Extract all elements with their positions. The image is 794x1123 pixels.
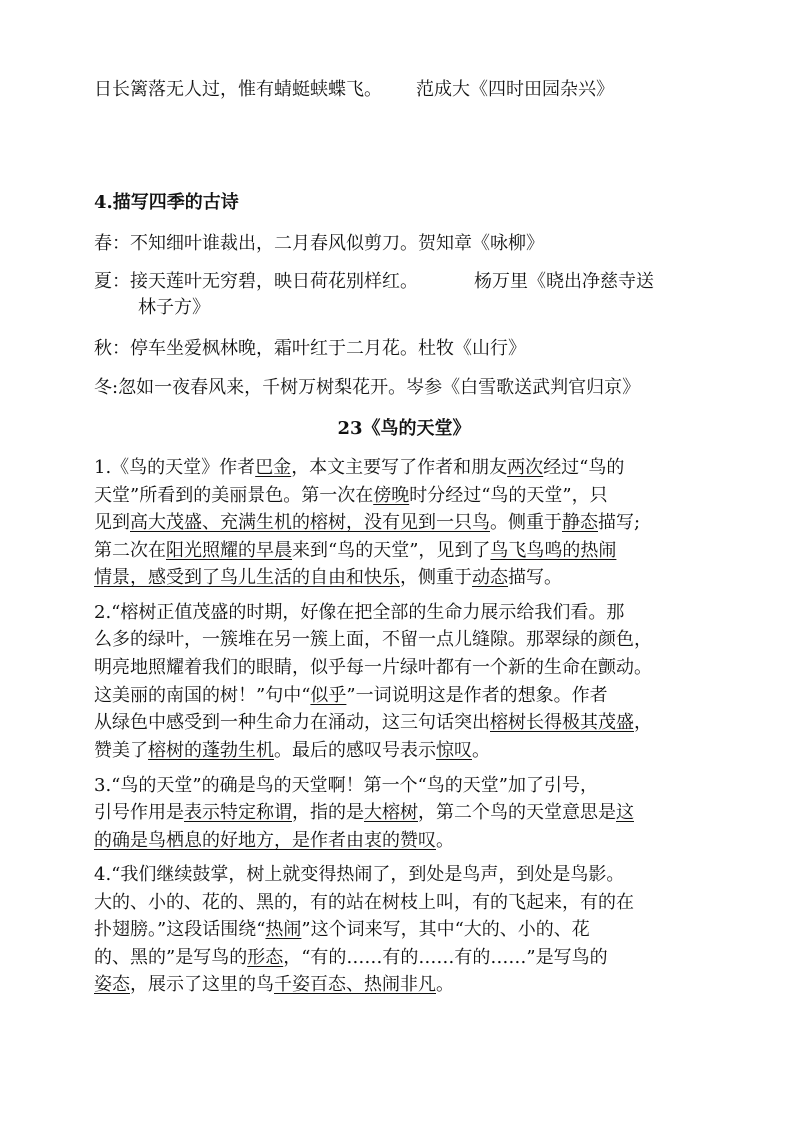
text: ， — [634, 712, 652, 733]
summer-label: 夏： — [94, 271, 130, 292]
winter-label: 冬: — [94, 377, 119, 398]
answer: 姿态 — [94, 974, 130, 995]
poem-source: 范成大《四时田园杂兴》 — [416, 79, 614, 100]
poem-line — [94, 78, 714, 102]
text: 。 — [472, 740, 490, 761]
answer: 似乎 — [310, 685, 347, 706]
answer: 高大茂盛、充满生机的榕树，没有见到一只鸟 — [130, 512, 490, 533]
text: 第二次在 — [94, 540, 166, 561]
answer: 动态 — [472, 567, 508, 588]
answer: 情景，感受到了鸟儿生活的自由和快乐 — [94, 567, 400, 588]
text: 来到“鸟的天堂”，见到了 — [292, 540, 491, 561]
text: ，展示了这里的鸟 — [130, 974, 274, 995]
spring-text: 不知细叶谁裁出，二月春风似剪刀。贺知章《咏柳》 — [130, 233, 544, 254]
text: 。 — [436, 974, 454, 995]
text: 时分经过“鸟的天堂”，只 — [409, 485, 608, 506]
answer: 千姿百态、热闹非凡 — [274, 974, 436, 995]
text: ”一词说明这是作者的想象。作者 — [346, 685, 608, 706]
answer: 阳光照耀的早晨 — [166, 540, 292, 561]
text: ，第二个鸟的天堂意思是 — [418, 802, 616, 823]
autumn-line — [94, 337, 714, 361]
text: 的、黑的”是写鸟的 — [94, 947, 248, 968]
winter-text: 忽如一夜春风来，千树万树梨花开。岑参《白雪歌送武判官归京》 — [118, 377, 641, 398]
answer: 榕树的蓬勃生机 — [148, 740, 274, 761]
q1-line — [94, 456, 714, 480]
q2-line: 么多的绿叶，一簇堆在另一簇上面，不留一点儿缝隙。那翠绿的颜色， — [94, 629, 652, 650]
answer: 形态 — [247, 947, 284, 968]
section-heading: 4.描写四季的古诗 — [94, 192, 239, 213]
lesson-title: 23《鸟的天堂》 — [337, 418, 471, 439]
answer: 表示特定称谓 — [184, 802, 292, 823]
q1-line — [94, 539, 714, 563]
q4-line — [94, 946, 714, 970]
q4-line — [94, 918, 714, 942]
answer: 大榕树 — [364, 802, 418, 823]
text: 赞美了 — [94, 740, 148, 761]
answer: 鸟飞鸟鸣的热闹 — [490, 540, 617, 561]
q1-line — [94, 511, 714, 535]
q3-line — [94, 801, 714, 825]
spring-line — [94, 232, 714, 256]
q3-line: 3.“鸟的天堂”的确是鸟的天堂啊！第一个“鸟的天堂”加了引号， — [94, 775, 598, 796]
q3-line — [94, 829, 714, 853]
text: 经过“鸟的 — [543, 457, 625, 478]
answer: 惊叹 — [436, 740, 472, 761]
text: 1.《鸟的天堂》作者 — [94, 457, 256, 478]
text: 描写; — [598, 512, 641, 533]
text: 这美丽的南国的树！”句中“ — [94, 685, 311, 706]
q2-line — [94, 711, 714, 735]
summer-source: 杨万里《晓出净慈寺送 — [474, 271, 654, 292]
text: 天堂”所看到的美丽景色。第一次在 — [94, 485, 374, 506]
answer: 榕树长得极其茂盛 — [490, 712, 634, 733]
answer: 热闹 — [265, 919, 302, 940]
text: ，指的是 — [292, 802, 364, 823]
poem-text: 日长篱落无人过，惟有蜻蜓蛱蝶飞。 — [94, 79, 382, 100]
q2-line — [94, 684, 714, 708]
summer-source-cont: 林子方》 — [138, 297, 210, 318]
q1-line — [94, 566, 714, 590]
q2-line: 2.“榕树正值茂盛的时期，好像在把全部的生命力展示给我们看。那 — [94, 602, 625, 623]
text: 。 — [436, 830, 454, 851]
q4-line — [94, 973, 714, 997]
text: 描写。 — [508, 567, 562, 588]
q4-line: 大的、小的、花的、黑的，有的站在树枝上叫，有的飞起来，有的在 — [94, 892, 634, 913]
answer: 的确是鸟栖息的好地方，是作者由衷的赞叹 — [94, 830, 436, 851]
text: ”这个词来写，其中“大的、小的、花 — [301, 919, 590, 940]
text: 。最后的感叹号表示 — [274, 740, 436, 761]
text: 。侧重于 — [490, 512, 562, 533]
autumn-label: 秋： — [94, 338, 130, 359]
q2-line: 明亮地照耀着我们的眼睛，似乎每一片绿叶都有一个新的生命在颤动。 — [94, 657, 652, 678]
summer-text: 接天莲叶无穷碧，映日荷花别样红。 — [130, 271, 418, 292]
text: 引号作用是 — [94, 802, 184, 823]
answer: 巴金 — [255, 457, 292, 478]
winter-line — [94, 376, 714, 400]
text: 见到 — [94, 512, 130, 533]
q2-line — [94, 739, 714, 763]
answer: 傍晚 — [373, 485, 410, 506]
text: ，侧重于 — [400, 567, 472, 588]
text: ，“有的……有的……有的……”是写鸟的 — [283, 947, 608, 968]
answer: 静态 — [562, 512, 598, 533]
text: 从绿色中感受到一种生命力在涌动，这三句话突出 — [94, 712, 490, 733]
spring-label: 春： — [94, 233, 130, 254]
answer: 两次 — [507, 457, 544, 478]
q4-line: 4.“我们继续鼓掌，树上就变得热闹了，到处是鸟声，到处是鸟影。 — [94, 864, 625, 885]
text: ，本文主要写了作者和朋友 — [291, 457, 508, 478]
summer-line — [94, 270, 714, 294]
q1-line — [94, 484, 714, 508]
answer: 这 — [616, 802, 634, 823]
autumn-text: 停车坐爱枫林晚，霜叶红于二月花。杜牧《山行》 — [130, 338, 526, 359]
text: 扑翅膀。”这段话围绕“ — [94, 919, 266, 940]
